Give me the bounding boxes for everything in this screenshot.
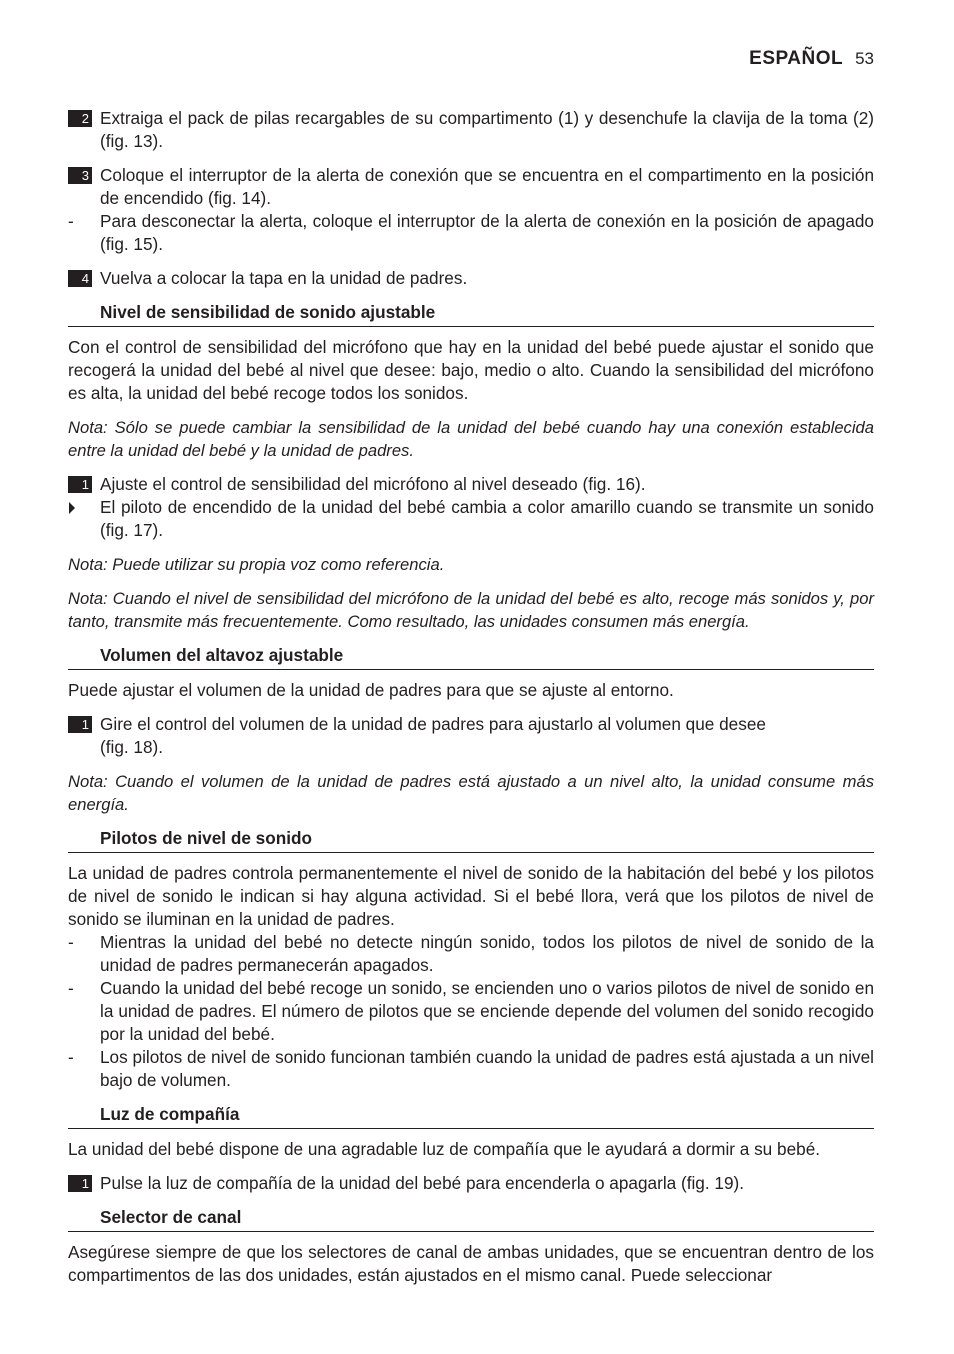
dash-text: Los pilotos de nivel de sonido funcionan también cuando la unidad de padres está ajustada a un nivel bajo de volumen. [100,1047,874,1090]
paragraph: La unidad del bebé dispone de una agradable luz de compañía que le ayudará a dormir a su bebé. [68,1139,821,1159]
result-item [68,496,874,542]
page-number: 53 [855,49,874,68]
dash-text: Mientras la unidad del bebé no detecte ningún sonido, todos los pilotos de nivel de sonido de la unidad de padres permanecerán apagados. [100,932,874,975]
step-text: Ajuste el control de sensibilidad del micrófono al nivel deseado (fig. 16). [100,474,646,494]
step-text: Pulse la luz de compañía de la unidad del bebé para encenderla o apagarla (fig. 19). [100,1173,745,1193]
dash-text: Cuando la unidad del bebé recoge un sonido, se encienden uno o varios pilotos de nivel de sonido en la unidad de padres. El número de pilotos que se enciende depende del volumen del sonido recogido por la unidad del bebé. [100,978,875,1044]
dash-text: Para desconectar la alerta, coloque el interruptor de la alerta de conexión en la posición de apagado (fig. 15). [100,211,874,254]
note: Nota: Cuando el volumen de la unidad de padres está ajustado a un nivel alto, la unidad consume más energía. [68,772,874,814]
section-heading: Selector de canal [100,1206,874,1232]
step-item [68,713,780,759]
result-text: El piloto de encendido de la unidad del bebé cambia a color amarillo cuando se transmite un sonido (fig. 17). [100,497,874,540]
dash-marker: - [68,932,74,952]
step-number: 1 [68,1175,92,1192]
dash-marker: - [68,1047,74,1067]
paragraph: La unidad de padres controla permanentemente el nivel de sonido de la habitación del bebé y los pilotos de nivel de sonido le indican si hay alguna actividad. Si el bebé llora, verá que los pilotos de nivel de sonido se iluminan en la unidad de padres. [68,863,874,929]
step-text: Coloque el interruptor de la alerta de conexión que se encuentra en el compartimento en la posición de encendido (fig. 14). [100,165,874,208]
step-item [68,164,874,210]
language-label: ESPAÑOL [749,48,844,69]
page-content [68,107,874,1298]
section-heading: Pilotos de nivel de sonido [100,827,874,853]
step-text: Vuelva a colocar la tapa en la unidad de padres. [100,268,468,288]
dash-item [68,977,874,1046]
section-heading: Luz de compañía [100,1103,874,1129]
step-number: 3 [68,167,92,184]
dash-item [68,1046,874,1092]
paragraph: Asegúrese siempre de que los selectores de canal de ambas unidades, que se encuentran dentro de los compartimentos de las dos unidades, están ajustados en el mismo canal. Puede seleccionar [68,1242,874,1285]
paragraph: Puede ajustar el volumen de la unidad de padres para que se ajuste al entorno. [68,680,674,700]
step-number: 1 [68,716,92,733]
dash-marker: - [68,978,74,998]
step-item [68,107,874,153]
step-text: Gire el control del volumen de la unidad de padres para ajustarlo al volumen que desee (fig. 18). [100,714,766,757]
section-heading: Volumen del altavoz ajustable [100,644,874,670]
step-number: 1 [68,476,92,493]
step-item [68,267,874,290]
dash-marker: - [68,211,74,231]
step-text: Extraiga el pack de pilas recargables de su compartimento (1) y desenchufe la clavija de la toma (2) (fig. 13). [100,108,874,151]
result-arrow-icon [69,502,75,514]
paragraph: Con el control de sensibilidad del micrófono que hay en la unidad del bebé puede ajustar el sonido que recogerá la unidad del bebé al nivel que desee: bajo, medio o alto. Cuando la sensibilidad del micrófono es alta, la unidad del bebé recoge todos los sonidos. [68,337,874,403]
step-number: 2 [68,110,92,127]
page-header [749,48,874,70]
note: Nota: Puede utilizar su propia voz como referencia. [68,555,445,574]
step-item [68,1172,874,1195]
dash-item [68,210,874,256]
note: Nota: Cuando el nivel de sensibilidad del micrófono de la unidad del bebé es alto, recoge más sonidos y, por tanto, transmite más frecuentemente. Como resultado, las unidades consumen más energía. [68,589,874,631]
note: Nota: Sólo se puede cambiar la sensibilidad de la unidad del bebé cuando hay una conexión establecida entre la unidad del bebé y la unidad de padres. [68,418,874,460]
section-heading: Nivel de sensibilidad de sonido ajustable [100,301,874,327]
step-number: 4 [68,270,92,287]
step-item [68,473,874,496]
dash-item [68,931,874,977]
